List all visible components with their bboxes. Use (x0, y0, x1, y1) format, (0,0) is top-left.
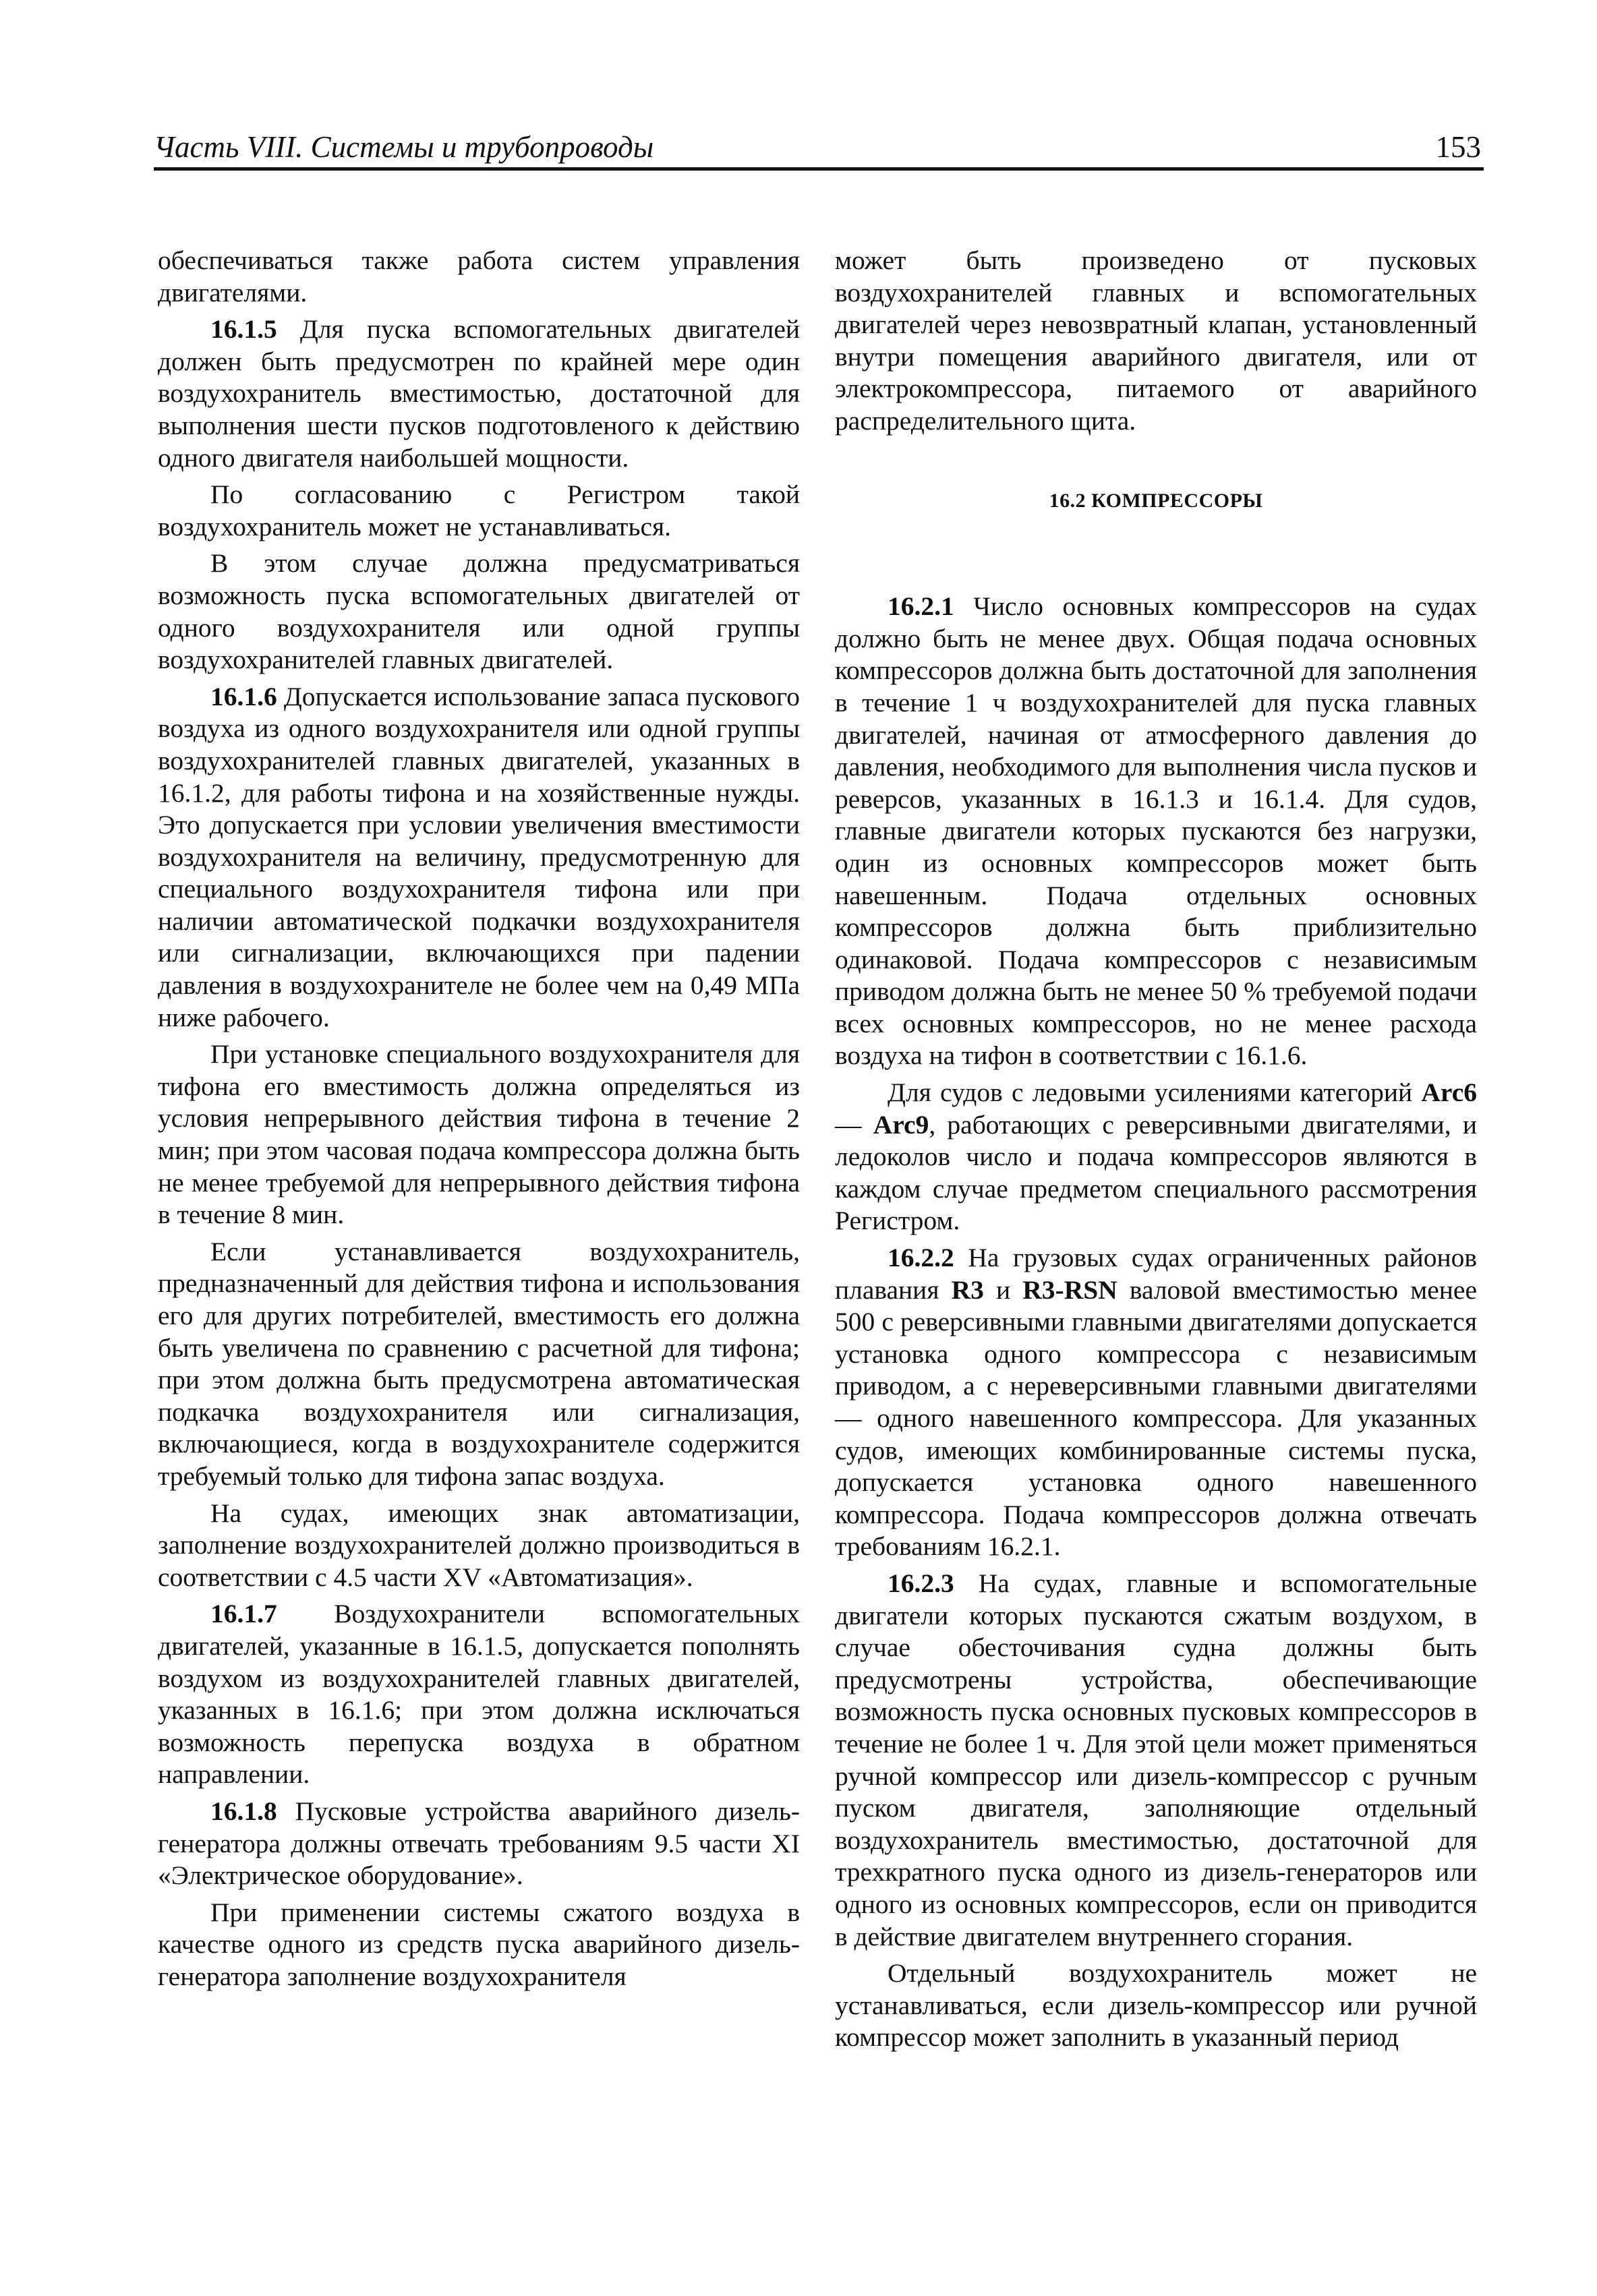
clause-16-1-6: 16.1.6 Допускается использование запаса пускового воздуха из одного воздухохранителя или одной группы воздухохранителей главных двигателей, указанных в 16.1.2, для работы тифона и на хозяйственные нужды. Это допускается при условии увеличения вместимости воздухохранителя на величину, предусмотренную для специального воздухохранителя тифона или при наличии автоматической подкачки воздухохранителя или сигнализации, включающихся при падении давления в воздухохранителе не более чем на 0,49 МПа ниже рабочего. (158, 681, 801, 1032)
clause-16-2-1: 16.2.1 Число основных компрессоров на судах должно быть не менее двух. Общая подача основных компрессоров должна быть достаточной для заполнения в течение 1 ч воздухохранителей для пуска главных двигателей, начиная от атмосферного давления до давления, необходимого для выполнения числа пусков и реверсов, указанных в 16.1.3 и 16.1.4. Для судов, главные двигатели которых пускаются без нагрузки, один из основных компрессоров может быть навешенным. Подача отдельных основных компрессоров должна быть приблизительно одинаковой. Подача компрессоров с независимым приводом должна быть не менее 50 % требуемой подачи всех основных компрессоров, но не менее расхода воздуха на тифон в соответствии с 16.1.6. (835, 591, 1477, 1071)
clause-number: 16.2.2 (888, 1243, 954, 1273)
clause-16-1-8: 16.1.8 Пусковые устройства аварийного дизель-генератора должны отвечать требованиям 9.5 части XI «Электрическое оборудование». (158, 1796, 801, 1891)
paragraph: В этом случае должна предусматриваться возможность пуска вспомогательных двигателей от одного воздухохранителя или одной группы воздухохранителей главных двигателей. (158, 548, 800, 675)
clause-number: 16.1.8 (210, 1796, 277, 1826)
left-column (158, 245, 800, 1997)
ice-class-label: Arc9 (873, 1109, 929, 1140)
paragraph: обеспечиваться также работа систем управления двигателями. (158, 245, 800, 307)
page-header (154, 129, 1484, 171)
paragraph: При применении системы сжатого воздуха в качестве одного из средств пуска аварийного дизель-генератора заполнение воздухохранителя (158, 1897, 800, 1991)
clause-number: 16.1.5 (210, 314, 277, 345)
clause-number: 16.1.6 (210, 681, 277, 711)
paragraph: На судах, имеющих знак автоматизации, заполнение воздухохранителей должно производиться в соответствии с 4.5 части XV «Автоматизация». (158, 1498, 800, 1592)
clause-16-1-7: 16.1.7 Воздухохранители вспомогательных двигателей, указанные в 16.1.5, допускается пополнять воздухом из воздухохранителей главных двигателей, указанных в 16.1.6; при этом должна исключаться возможность перепуска воздуха в обратном направлении. (158, 1599, 801, 1790)
clause-number: 16.2.3 (888, 1568, 954, 1598)
paragraph: Для судов с ледовыми усилениями категорий Arc6 — Arc9, работающих с реверсивными двигателями, и ледоколов число и подача компрессоров являются в каждом случае предметом специального рассмотрения Регистром. (835, 1078, 1477, 1236)
ice-class-label: Arc6 (1421, 1078, 1477, 1108)
running-head: Часть VIII. Системы и трубопроводы (154, 130, 654, 164)
paragraph: Если устанавливается воздухохранитель, предназначенный для действия тифона и использования его для других потребителей, вместимость его должна быть увеличена по сравнению с расчетной для тифона; при этом должна быть предусмотрена автоматическая подкачка воздухохранителя или сигнализация, включающиеся, когда в воздухохранителе содержится требуемый только для тифона запас воздуха. (158, 1236, 800, 1491)
clause-number: 16.2.1 (888, 591, 954, 622)
navigation-area-label: R3-RSN (1022, 1274, 1117, 1305)
clause-16-2-3: 16.2.3 На судах, главные и вспомогательные двигатели которых пускаются сжатым воздухом, в случае обесточивания судна должны быть предусмотрены устройства, обеспечивающие возможность пуска основных пусковых компрессоров в течение не более 1 ч. Для этой цели может применяться ручной компрессор или дизель-компрессор с ручным пуском двигателя, заполняющие отдельный воздухохранитель вместимостью, достаточной для трехкратного пуска одного из дизель-генераторов или одного из основных компрессоров, если он приводится в действие двигателем внутреннего сгорания. (835, 1568, 1478, 1951)
clause-number: 16.1.7 (210, 1599, 277, 1629)
clause-16-1-5: 16.1.5 Для пуска вспомогательных двигателей должен быть предусмотрен по крайней мере один воздухохранитель вместимостью, достаточной для выполнения шести пусков подготовленого к действию одного двигателя наибольшей мощности. (158, 314, 800, 473)
clause-16-2-2: 16.2.2 На грузовых судах ограниченных районов плавания R3 и R3-RSN валовой вместимостью менее 500 с реверсивными главными двигателями допускается установка одного компрессора с независимым приводом, а с нереверсивными главными двигателями — одного навешенного компрессора. Для указанных судов, имеющих комбинированные системы пуска, допускается установка одного навешенного компрессора. Подача компрессоров должна отвечать требованиям 16.2.1. (835, 1243, 1477, 1562)
navigation-area-label: R3 (951, 1274, 984, 1305)
paragraph: По согласованию с Регистром такой воздухохранитель может не устанавливаться. (158, 479, 800, 541)
paragraph: может быть произведено от пусковых воздухохранителей главных и вспомогательных двигателей через невозвратный клапан, установленный внутри помещения аварийного двигателя, или от электрокомпрессора, питаемого от аварийного распределительного щита. (835, 245, 1477, 436)
paragraph: Отдельный воздухохранитель может не устанавливаться, если дизель-компрессор или ручной компрессор может заполнить в указанный период (835, 1958, 1477, 2053)
section-heading: 16.2 КОМПРЕССОРЫ (1049, 489, 1263, 512)
right-column (835, 245, 1477, 2059)
page-number: 153 (1435, 130, 1481, 164)
paragraph: При установке специального воздухохранителя для тифона его вместимость должна определяться из условия непрерывного действия тифона в течение 2 мин; при этом часовая подача компрессора должна быть не менее требуемой для непрерывного действия тифона в течение 8 мин. (158, 1039, 800, 1230)
